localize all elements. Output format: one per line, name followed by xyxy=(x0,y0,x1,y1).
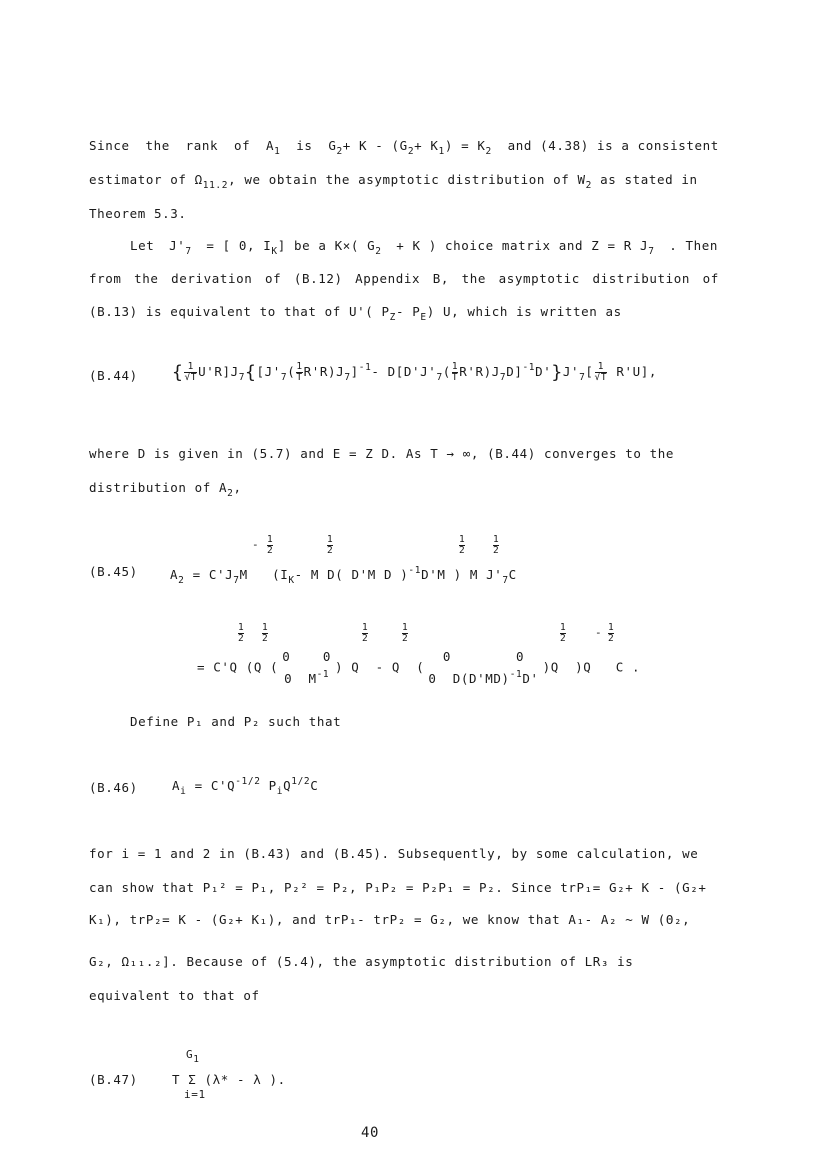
para1-line1: Since the rank of $A_1$ is $G_2+ K - (G_2+ K_1) = K_2$ and (4.38) is a consistent xyxy=(89,138,719,157)
para5-line1: for i = 1 and 2 in (B.43) and (B.45). Subsequently, by some calculation, we xyxy=(89,846,699,861)
para3-line1: where D is given in (5.7) and E = Z D. As T → ∞, (B.44) converges to the xyxy=(89,446,675,461)
para2-line1: Let $J'_7$ = [ 0, $I_K$] be a K×( $G_2$ + K ) choice matrix and Z = R $J_7$ . Then xyxy=(130,238,718,257)
para5-line3: K₁), trP₂= K - (G₂+ K₁), and trP₁- trP₂ = G₂, we know that A₁- A₂ ~ W (Θ₂, xyxy=(89,912,691,927)
para5-line2: can show that P₁² = P₁, P₂² = P₂, P₁P₂ = P₂P₁ = P₂. Since trP₁= G₂+ K - (G₂+ xyxy=(89,880,707,895)
para4-line: Define P₁ and P₂ such that xyxy=(130,714,342,729)
page-number: 40 xyxy=(361,1125,380,1141)
eq-b47-sum-lower: i=1 xyxy=(184,1088,206,1101)
para1-line2: estimator of $\Omega_{11.2}$, we obtain the asymptotic distribution of $W_2$ as stated in xyxy=(89,172,698,191)
eq-b47-sum-upper: G1 xyxy=(186,1048,200,1065)
eq-b47-label: (B.47) xyxy=(89,1072,138,1087)
eq-b45-label: (B.45) xyxy=(89,564,138,579)
para2-line3: (B.13) is equivalent to that of U'( $P_Z-$ $P_E$) U, which is written as xyxy=(89,304,622,323)
para1-line3: Theorem 5.3. xyxy=(89,206,187,221)
eq-b46-label: (B.46) xyxy=(89,780,138,795)
para2-line2: from the derivation of (B.12) Appendix B, the asymptotic distribution of xyxy=(89,271,719,286)
eq-b44-label: (B.44) xyxy=(89,368,138,383)
para3-line2: distribution of $A_2$, xyxy=(89,480,242,499)
eq-b44-body: { $\frac{1}{√T}$ $U'R]J_7\{[J'_7$( $\frac{1}{T}$ $R'R)J_7]^{-1}-$ $D[D'J'_7$( $\frac{1}{T}$ $R'R)J_7D]^{-1}D'\}J'_7$[ $\frac{1}{√T}$ R'U], xyxy=(172,361,657,383)
eq-b47-body: T Σ (λ* - λ ). xyxy=(172,1072,286,1087)
para5-line4: G₂, Ω₁₁.₂]. Because of (5.4), the asymptotic distribution of LR₃ is xyxy=(89,954,634,969)
eq-b46-body: $A_i = C'Q^{-1/2}$ $P_iQ^{1/2}C$ xyxy=(172,776,319,797)
para5-line5: equivalent to that of xyxy=(89,988,260,1003)
